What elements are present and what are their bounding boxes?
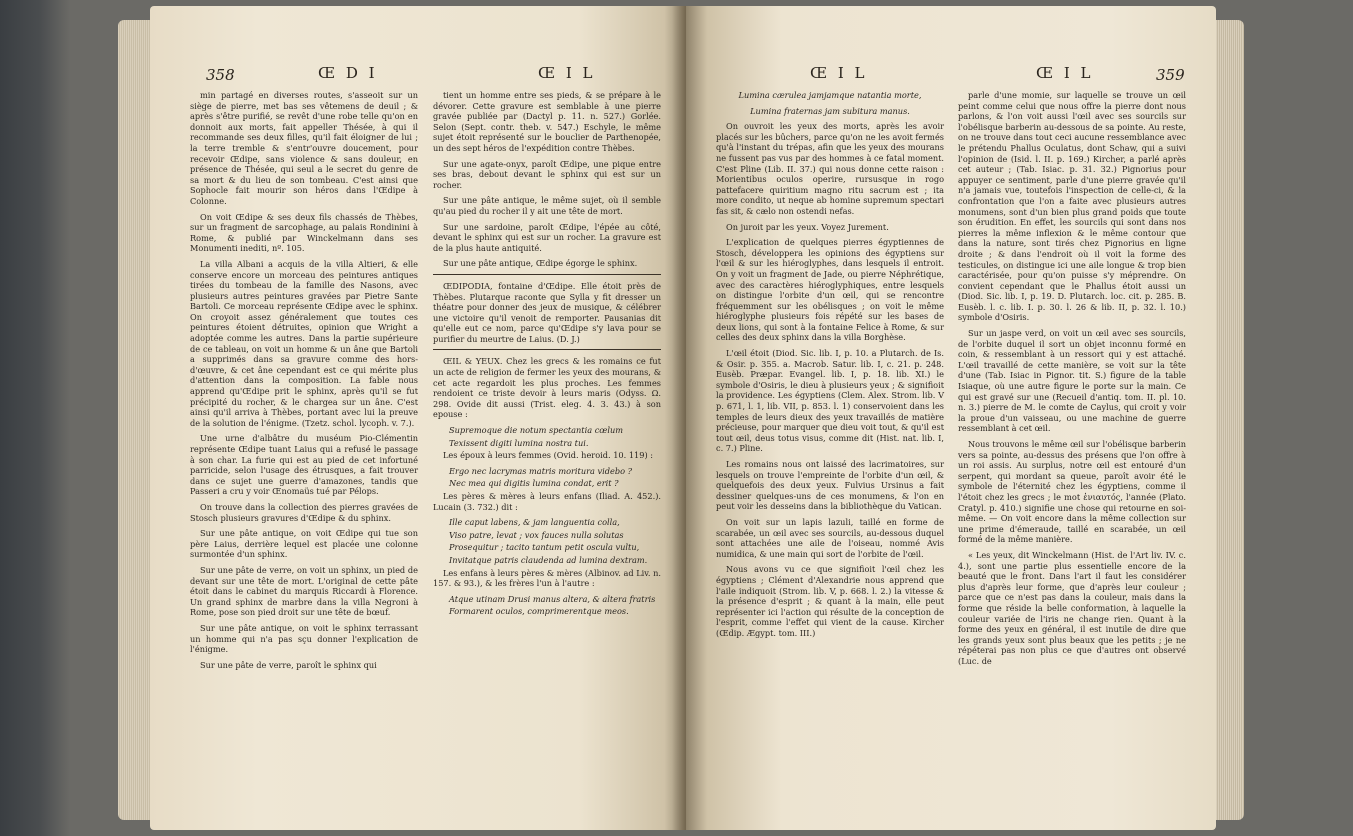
verse-line: Ergo nec lacrymas matris moritura videbo ? bbox=[449, 465, 632, 476]
right-page-number: 359 bbox=[1156, 66, 1185, 84]
verse-line: Ille caput labens, & jam languentia colla, bbox=[449, 517, 620, 528]
paragraph: Sur une pâte de verre, on voit un sphinx, un pied de devant sur une tête de mort. L'original de cette pâte étoit dans le cabinet du marquis Riccardi à Florence. Un grand sphinx de marbre dans la villa Negroni à Rome, pose son pied droit sur une tête de bœuf. bbox=[190, 564, 418, 618]
entry-paragraph: ŒIL & YEUX. Chez les grecs & les romains ce fut un acte de religion de fermer les yeux des mourans, & cet acte regardoit les plus proches. Les femmes rendoient ce triste devoir à leurs maris (Odyss. Ω. 298. Ovide dit aussi (Trist. eleg. 4. 3. 43.) à son epouse : bbox=[433, 356, 661, 420]
paragraph: On trouve dans la collection des pierres gravées de Stosch plusieurs gravures d'Œdipe & du sphinx. bbox=[190, 501, 418, 523]
right-column-1 bbox=[716, 90, 944, 644]
paragraph: Une urne d'albâtre du muséum Pio-Clémentin représente Œdipe tuant Laius qui a refusé le passage à son char. La furie qui est au pied de cet infortuné parricide, selon l'usage des étrusques, a fait trouver dans ce sujet une guerre d'amazones, tandis que Passeri a cru y voir Œnomaüs tué par Pélops. bbox=[190, 433, 418, 497]
paragraph: Sur une pâte antique, on voit le sphinx terrassant un homme qui n'a pas sçu donner l'explication de l'énigme. bbox=[190, 622, 418, 655]
verse-line: Formarent oculos, comprimerentque meos. bbox=[449, 606, 629, 617]
right-running-head-left: Œ I L bbox=[810, 64, 868, 82]
left-page-number: 358 bbox=[206, 66, 235, 84]
paragraph: Sur une sardoine, paroît Œdipe, l'épée au côté, devant le sphinx qui est sur un rocher. La gravure est de la plus haute antiquité. bbox=[433, 221, 661, 253]
paragraph: Les époux à leurs femmes (Ovid. heroid. 10. 119) : bbox=[443, 450, 654, 461]
left-running-head: Œ D I bbox=[318, 64, 378, 82]
right-page bbox=[686, 6, 1216, 830]
paragraph: L'œil étoit (Diod. Sic. lib. I, p. 10. a Plutarch. de Is. & Osir. p. 355. a. Macrob. Satur. lib. I, c. 21. p. 248. Eusèb. Præpar. Evangel. lib. I, p. 18. lib. XI.) le symbole d'Osiris, le dieu à plusieurs yeux ; & signifioit la providence. Les égyptiens (Clem. Alex. Strom. lib. V p. 671, l. 1, lib. VII, p. 853. l. 1) conservoient dans les temples de leurs dieux des yeux travaillés de matière précieuse, pour marquer que dieu voit tout, & qu'il est tout œil, deus totus visus, comme dit (Hist. nat. lib. I, c. 7.) Pline. bbox=[716, 348, 944, 454]
paragraph: Les pères & mères à leurs enfans (Iliad. A. 452.). Lucain (3. 732.) dit : bbox=[433, 491, 661, 512]
paragraph: Sur une pâte de verre, paroît le sphinx qui bbox=[200, 659, 377, 670]
paragraph: L'explication de quelques pierres égyptiennes de Stosch, développera les opinions des égyptiens sur l'œil & sur les hiéroglyphes, dans lesquels il entroit. On y voit un fragment de Jade, ou pierre Néphrétique, avec des caractères hiéroglyphiques, entre lesquels on distingue l'orbite d'un œil, qui se rencontre fréquemment sur les obélisques ; on voit le même hiéroglyphe plusieurs fois répété sur les bases de deux lions, qui sont à la fontaine Felice à Rome, & sur celles des deux sphinx dans la villa Borghèse. bbox=[716, 237, 944, 343]
left-page bbox=[150, 6, 686, 830]
verse-line: Lumina cærulea jamjamque natantia morte, bbox=[738, 90, 922, 100]
paragraph: Nous trouvons le même œil sur l'obélisque barberin vers sa pointe, au-dessus des présens que l'on offre à un roi assis. Au surplus, notre œil est entouré d'un serpent, qui mordant sa queue, paroît avoir été le symbole de l'éternité chez les égyptiens, comme il l'étoit chez les grecs ; le mot ἐνιαυτός, l'année (Plato. Cratyl. p. 410.) signifie une chose qui retourne en soi-même. — On voit encore dans la même collection sur une prime d'émeraude, taillé en scarabée, un œil formé de la même manière. bbox=[958, 439, 1186, 545]
section-rule bbox=[433, 349, 661, 350]
left-column-1 bbox=[190, 90, 418, 675]
paragraph: Sur une pâte antique, on voit Œdipe qui tue son père Laius, derrière lequel est placée une colonne surmontée d'un sphinx. bbox=[190, 528, 418, 560]
paragraph: Sur une pâte antique, le même sujet, où il semble qu'au pied du rocher il y ait une tête de mort. bbox=[433, 195, 661, 216]
paragraph: parle d'une momie, sur laquelle se trouve un œil peint comme celui que nous offre la pierre dont nous parlons, & l'on voit aussi l'œil avec ses sourcils sur l'obélisque barberin au-dessous de sa pointe. Au reste, on ne trouve dans tout ceci aucune ressemblance avec le prétendu Phallus Oculatus, dont Schaw, qui a suivi l'opinion de (Isid. l. II. p. 169.) Kircher, a parlé après cet auteur ; (Tab. Isiac. p. 31. 32.) Pignorius pour appuyer ce sentiment, parle d'une pierre gravée qu'il n'a jamais vue, toutefois l'inspection de celle-ci, & la confrontation que l'on a faite avec plusieurs autres monumens, sont d'un bien plus grand poids que toute son érudition. En effet, les sourcils qui sont dans nos pierres la même inflexion & le même contour que dans la nature, sont tirés chez Pignorius en ligne droite ; & dans l'endroit où il voit la forme des testicules, on distingue ici une aile longue & trop bien caractérisée, pour qu'on puisse s'y méprendre. On convient cependant que le Phallus étoit aussi un (Diod. Sic. lib. I, p. 19. D. Plutarch. loc. cit. p. 285. B. Eusèb. l. c. lib. I. p. 30. l. 26 & lib. II, p. 32. l. 10.) symbole d'Osiris. bbox=[958, 90, 1186, 323]
verse-line: Supremoque die notum spectantia cœlum bbox=[449, 425, 624, 436]
verse-line: Atque utinam Drusi manus altera, & altera fratris bbox=[449, 593, 656, 604]
verse-line: Invitatque patris claudenda ad lumina dextram. bbox=[449, 554, 648, 565]
paragraph: Les enfans à leurs pères & mères (Albinov. ad Liv. n. 157. & 93.), & les frères l'un à l'autre : bbox=[433, 567, 662, 589]
paragraph: On voit Œdipe & ses deux fils chassés de Thèbes, sur un fragment de sarcophage, au palais Rondinini à Rome, & publié par Winckelmann dans ses Monumenti inediti, nº. 105. bbox=[190, 211, 418, 254]
left-page-edges bbox=[118, 20, 152, 820]
paragraph: tient un homme entre ses pieds, & se prépare à le dévorer. Cette gravure est semblable à une pierre gravée publiée par (Dactyl p. 11. n. 527.) Gorlée. Selon (Sept. contr. theb. v. 547.) Eschyle, le même sujet étoit représenté sur le bouclier de Parthenopée, un des sept héros de l'expédition contre Thèbes. bbox=[433, 90, 661, 153]
verse-line: Lumina fraternas jam subitura manus. bbox=[750, 105, 910, 116]
paragraph: Les romains nous ont laissé des lacrimatoires, sur lesquels on trouve l'empreinte de l'orbite d'un œil, & quelquefois des deux yeux. Fulvius Ursinus a fait dessiner quelques-uns de ces monumens, & l'on en peut voir les desseins dans la bibliothèque du Vatican. bbox=[716, 459, 944, 512]
paragraph: Sur une agate-onyx, paroît Œdipe, une pique entre ses bras, debout devant le sphinx qui est sur un rocher. bbox=[433, 158, 661, 190]
paragraph: min partagé en diverses routes, s'asseoit sur un siège de pierre, met bas ses vêtemens de deuil ; & après s'être purifié, se revêt d'une robe telle qu'on en donnoit aux morts, fait appeller Thésée, à qui il recommande ses deux filles, qu'il fait éloigner de lui ; la terre tremble & s'entr'ouvre doucement, pour recevoir Œdipe, sans violence & sans douleur, en présence de Thésée, qui seul a le secret du genre de sa mort & du lieu de son tombeau. C'est ainsi que Sophocle fait mourir son héros dans l'Œdipe à Colonne. bbox=[190, 90, 418, 206]
paragraph: « Les yeux, dit Winckelmann (Hist. de l'Art liv. IV. c. 4.), sont une partie plus essentielle encore de la beauté que le front. Dans l'art il faut les considérer plus d'après leur forme, que d'après leur couleur ; parce que ce n'est pas dans la couleur, mais dans la forme que réside la belle conformation, à laquelle la couleur variée de l'iris ne change rien. Quant à la forme des yeux en général, il est inutile de dire que les grands yeux sont plus beaux que les petits ; je ne répéterai pas non plus ce que d'autres ont observé (Luc. de bbox=[958, 549, 1186, 666]
verse-line: Viso patre, levat ; vox fauces nulla solutas bbox=[449, 529, 624, 540]
right-column-2 bbox=[958, 90, 1186, 671]
section-rule bbox=[433, 274, 661, 275]
paragraph: On juroit par les yeux. Voyez Jurement. bbox=[726, 221, 889, 232]
paragraph: Sur un jaspe verd, on voit un œil avec ses sourcils, de l'orbite duquel il sort un objet inconnu formé en coin, & ressemblant à un ressort qui y est attaché. L'œil travaillé de cette manière, se voit sur la tête d'une (Tab. Isiac in Pignor. tit. S.) figure de la table Isiaque, où une autre figure le porte sur la main. Ce qui est gravé sur une (Recueil d'antiq. tom. II. pl. 10. n. 3.) pierre de M. le comte de Caylus, qui croit y voir la proue d'un vaisseau, ou une machine de guerre ressemblant à cet œil. bbox=[958, 328, 1186, 434]
paragraph: Nous avons vu ce que signifioit l'œil chez les égyptiens ; Clément d'Alexandrie nous apprend que l'aile indiquoit (Strom. lib. V, p. 668. l. 2.) la vitesse & la présence d'esprit ; & quant à la main, elle peut représenter ici l'action qui résulte de la conception de l'esprit, comme l'effet qui vient de la cause. Kircher (Œdip. Ægypt. tom. III.) bbox=[716, 564, 944, 638]
verse-line: Texissent digiti lumina nostra tui. bbox=[449, 437, 589, 448]
paragraph: La villa Albani a acquis de la villa Altieri, & elle conserve encore un morceau des peintures antiques tirées du tombeau de la famille des Nasons, avec plusieurs autres peintures gravées par Pietre Sante Bartoli. Ce morceau représente Œdipe avec le sphinx. On croyoit assez généralement que toutes ces peintures étoient détruites, opinion que Wright a adoptée comme les autres. Dans la partie supérieure de ce tableau, on voit un homme & un âne que Bartoli a supprimés dans sa gravure comme des hors-d'œuvre, & cet âne cependant est ce qui mérite plus d'attention dans la composition. La fable nous apprend qu'Œdipe prit le sphinx, après qu'il se fut précipité du rocher, & le chargea sur un âne. C'est ainsi qu'il arriva à Thèbes, portant avec lui la preuve de la solution de l'énigme. (Tzetz. schol. lycoph. v. 7.). bbox=[190, 258, 418, 428]
paragraph: Sur une pâte antique, Œdipe égorge le sphinx. bbox=[443, 258, 638, 269]
entry-paragraph: ŒDIPODIA, fontaine d'Œdipe. Elle étoit près de Thèbes. Plutarque raconte que Sylla y fit dresser un théatre pour donner des jeux de musique, & célébrer une victoire qu'il venoit de remporter. Pausanias dit qu'elle eut ce nom, parce qu'Œdipe s'y lava pour se purifier du meurtre de Laius. (D. J.) bbox=[433, 280, 661, 344]
right-page-edges bbox=[1214, 20, 1244, 820]
left-running-head-right: Œ I L bbox=[538, 64, 596, 82]
paragraph: On ouvroit les yeux des morts, après les avoir placés sur les bûchers, parce qu'on ne les avoit fermés qu'à l'instant du trépas, afin que les yeux des mourans ne fussent pas vus par des hommes à ce fatal moment. C'est Pline (Lib. II. 37.) qui nous donne cette raison : Morientibus oculos operire, rursusque in rogo pattefacere quiritium magno ritu sacrum est ; ita more condito, ut neque ab homine supremum spectari fas sit, & cælo non ostendi nefas. bbox=[716, 121, 944, 216]
verse-line: Prosequitur ; tacito tantum petit oscula vultu, bbox=[449, 542, 640, 553]
verse-line: Nec mea qui digitis lumina condat, erit ? bbox=[449, 478, 619, 489]
right-running-head: Œ I L bbox=[1036, 64, 1094, 82]
paragraph: On voit sur un lapis lazuli, taillé en forme de scarabée, un œil avec ses sourcils, au-dessous duquel sont attachées une aile de l'oiseau, nommé Avis numidica, & une main qui sort de l'orbite de l'œil. bbox=[716, 516, 944, 559]
left-column-2 bbox=[433, 90, 661, 619]
